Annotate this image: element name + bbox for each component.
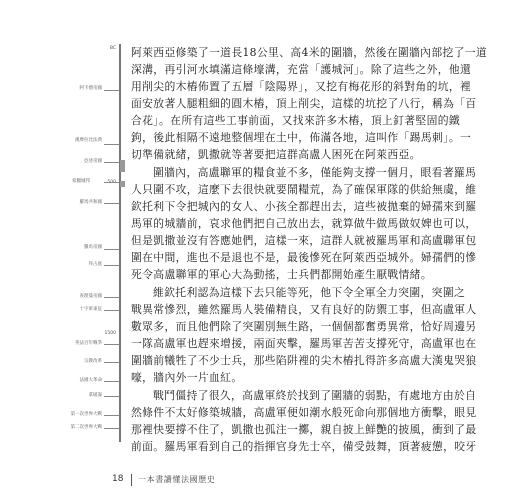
text-line: 圍牆內，高盧聯軍的糧食並不多，僅能夠支撐一個月，眼看著羅馬 bbox=[153, 166, 477, 179]
timeline-event: 漢摩拉比法典 bbox=[75, 138, 102, 143]
book-title: 一本書讀懂法國歷史 bbox=[138, 475, 216, 484]
timeline-marker bbox=[104, 381, 119, 382]
body-text bbox=[131, 44, 490, 455]
timeline-event: 英法百年戰爭 bbox=[75, 341, 102, 346]
text-line: 面安放著人腿粗細的圓木樁，頂上削尖，這樣的坑挖了八行，稱為「百 bbox=[131, 97, 477, 110]
text-line: 合花」。在所有這些工事前面，又找來許多木樁，頂上釘著堅固的鐵 bbox=[131, 114, 461, 127]
timeline-tick-1500: 1500 bbox=[104, 331, 116, 336]
text-line: 一隊高盧軍也趕來增援，兩面夾擊，羅馬軍苦苦支撐死守，高盧軍也在 bbox=[131, 337, 477, 350]
timeline-event: 羅馬帝國 bbox=[84, 245, 102, 250]
timeline-axis bbox=[119, 44, 121, 442]
text-line: 死令高盧聯軍的軍心大為動搖，士兵們都開始產生厭戰情緒。 bbox=[131, 268, 432, 281]
timeline-event: 第一次世界大戰 bbox=[70, 412, 102, 417]
paragraph bbox=[131, 44, 490, 163]
timeline-event: 宗教改革 bbox=[84, 359, 102, 364]
timeline-marker bbox=[104, 415, 119, 416]
timeline-marker bbox=[104, 428, 119, 429]
timeline-marker bbox=[104, 297, 119, 298]
paragraph bbox=[131, 387, 490, 455]
timeline-event: 查理曼帝國 bbox=[79, 294, 102, 299]
timeline-event: 希臘城邦 bbox=[72, 179, 90, 184]
timeline-highlight-bar bbox=[120, 181, 125, 187]
text-line: 圍牆前犧牲了不少士兵，那些陷阱裡的尖木樁扎得許多高盧大漢鬼哭狼 bbox=[131, 354, 477, 367]
timeline-event: 法國大革命 bbox=[79, 378, 102, 383]
timeline-event: 拜占庭 bbox=[88, 262, 102, 267]
text-line: 馬軍的城牆前，哀求他們把自己放出去，就算做牛做馬做奴婢也可以， bbox=[131, 217, 477, 230]
timeline-marker bbox=[104, 396, 119, 397]
text-line: 前面。羅馬軍看到自己的指揮官身先士卒，備受鼓舞，頂著疲憊，咬牙 bbox=[131, 440, 477, 453]
text-line: 阿萊西亞修築了一道長18公里、高4米的圍牆，然後在圍牆內部挖了一道 bbox=[131, 46, 488, 59]
timeline-marker bbox=[104, 362, 119, 363]
text-line: 然條件不太好修築城牆，高盧軍便如潮水般死命向那個地方衝擊，眼見 bbox=[131, 406, 477, 419]
timeline-marker bbox=[104, 162, 119, 163]
timeline-marker bbox=[104, 265, 119, 266]
timeline-event: 拿破崙 bbox=[88, 393, 102, 398]
text-line: 數眾多，而且他們除了突圍別無生路，一個個都奮勇異常，恰好周邊另 bbox=[131, 320, 477, 333]
text-line: 維欽托利認為這樣下去只能等死，他下令全軍全力突圍，突圍之 bbox=[153, 286, 466, 299]
timeline-tick-bc: BC bbox=[109, 46, 116, 51]
text-line: 欽托利下令把城內的女人、小孩全都趕出去，這些被拋棄的婦孺來到羅 bbox=[131, 200, 477, 213]
timeline-event: 十字軍東征 bbox=[79, 307, 102, 312]
text-line: 那裡快要撐不住了，凱撒也孤注一擲，親自披上鮮艷的披風，衝到了最 bbox=[131, 423, 477, 436]
text-line: 人只圍不攻，這麼下去很快就要鬧糧荒，為了確保軍隊的供給無虞，維 bbox=[131, 183, 477, 196]
timeline-event: 羅馬共和國 bbox=[79, 200, 102, 205]
text-line: 用削尖的木樁佈置了五層「陰陽界」，又挖有梅花形的斜對角的坑，裡 bbox=[131, 80, 472, 93]
text-line: 但是凱撒並沒有答應她們，這樣一來，這群人就被羅馬軍和高盧聯軍包 bbox=[131, 234, 477, 247]
footer-divider bbox=[131, 474, 132, 486]
timeline-event: 阿卡德帝國 bbox=[79, 86, 102, 91]
page-number: 18 bbox=[112, 474, 124, 484]
text-line: 嚎，牆內外一片血紅。 bbox=[131, 371, 243, 384]
text-line: 鉤，後此相隔不遠地整個埋在土中，佈滿各地，這叫作「踢馬刺」。一 bbox=[131, 131, 472, 144]
timeline-marker bbox=[104, 144, 119, 145]
timeline-event: 亞述帝國 bbox=[84, 159, 102, 164]
timeline-tick-500 bbox=[94, 180, 116, 186]
text-line: 切準備就緒，凱撒就等著要把這群高盧人困死在阿萊西亞。 bbox=[131, 148, 421, 161]
timeline-highlight-bar bbox=[120, 160, 125, 172]
timeline-event: 第二次世界大戰 bbox=[70, 425, 102, 430]
timeline-marker bbox=[104, 90, 119, 91]
text-line: 戰異常慘烈，雖然羅馬人裝備精良，又有良好的防禦工事，但高盧軍人 bbox=[131, 303, 477, 316]
text-line: 深溝，再引河水填滿這條壕溝，充當「護城河」。除了這些之外，他還 bbox=[131, 63, 472, 76]
timeline-marker bbox=[104, 182, 119, 183]
timeline-marker bbox=[104, 203, 119, 204]
timeline-marker bbox=[104, 310, 119, 311]
timeline-marker bbox=[104, 249, 119, 250]
timeline-marker bbox=[104, 344, 119, 345]
paragraph bbox=[131, 164, 490, 283]
text-line: 圍在中間，進也不是退也不是，最後慘死在阿萊西亞城外。婦孺們的慘 bbox=[131, 251, 477, 264]
paragraph bbox=[131, 284, 490, 386]
text-line: 戰鬥僵持了很久，高盧軍終於找到了圍牆的弱點，有處地方由於自 bbox=[153, 389, 477, 402]
